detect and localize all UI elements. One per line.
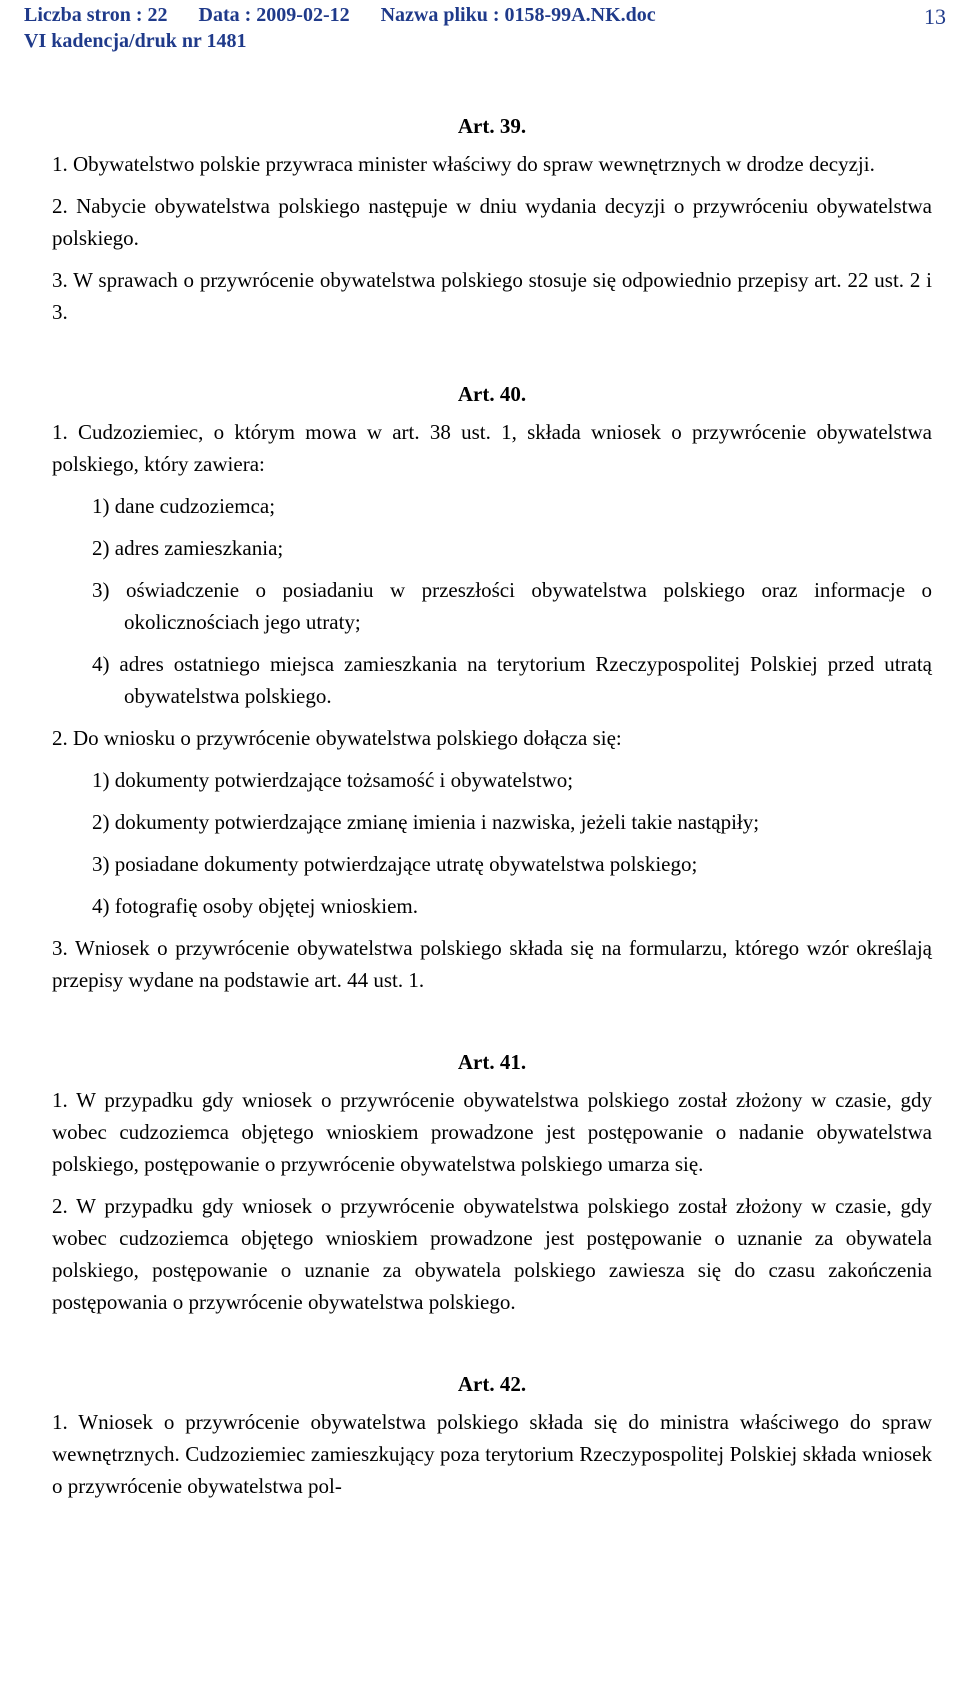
spacer xyxy=(52,338,932,378)
list-item: 1) dane cudzoziemca; xyxy=(92,494,276,518)
article-41-paragraph-2: 2. W przypadku gdy wniosek o przywrócenie obywatelstwa polskiego został złożony w czasie, gdy wobec cudzoziemca objętego wnioskiem prowadzone jest postępowanie o uznanie za obywatela polskiego, postępowanie o uznanie za obywatela polskiego zawiesza się do czasu zakończenia postępowania o przywrócenie obywatelstwa polskiego. xyxy=(52,1194,932,1314)
article-39-paragraph-1: 1. Obywatelstwo polskie przywraca minister właściwy do spraw wewnętrznych w drodze decyzji. xyxy=(52,152,875,176)
header-date: Data : 2009-02-12 xyxy=(198,4,350,26)
article-39-paragraph-2: 2. Nabycie obywatelstwa polskiego następuje w dniu wydania decyzji o przywróceniu obywatelstwa polskiego. xyxy=(52,194,932,250)
page-number: 13 xyxy=(924,4,946,29)
article-40-paragraph-2: 2. Do wniosku o przywrócenie obywatelstwa polskiego dołącza się: xyxy=(52,726,622,750)
header-filename: Nazwa pliku : 0158-99A.NK.doc xyxy=(380,4,656,26)
header-line-1 xyxy=(24,4,656,27)
list-item: 4) fotografię osoby objętej wnioskiem. xyxy=(92,894,419,918)
document-header xyxy=(0,0,960,58)
article-40-paragraph-1: 1. Cudzoziemiec, o którym mowa w art. 38 ust. 1, składa wniosek o przywrócenie obywatelstwa polskiego, który zawiera: xyxy=(52,420,932,476)
article-41-title: Art. 41. xyxy=(457,1050,527,1074)
header-page-count: Liczba stron : 22 xyxy=(24,4,168,26)
header-line-2: VI kadencja/druk nr 1481 xyxy=(24,30,247,52)
article-39-paragraph-3: 3. W sprawach o przywrócenie obywatelstwa polskiego stosuje się odpowiednio przepisy art. 22 ust. 2 i 3. xyxy=(52,268,932,324)
document-body xyxy=(52,110,932,1512)
list-item: 4) adres ostatniego miejsca zamieszkania na terytorium Rzeczypospolitej Polskiej przed utratą obywatelstwa polskiego. xyxy=(92,652,932,708)
article-40-paragraph-3: 3. Wniosek o przywrócenie obywatelstwa polskiego składa się na formularzu, którego wzór określają przepisy wydane na podstawie art. 44 ust. 1. xyxy=(52,936,932,992)
article-40-title: Art. 40. xyxy=(457,382,527,406)
list-item: 3) oświadczenie o posiadaniu w przeszłości obywatelstwa polskiego oraz informacje o okolicznościach jego utraty; xyxy=(92,578,932,634)
spacer xyxy=(52,1006,932,1046)
article-39-title: Art. 39. xyxy=(457,114,527,138)
article-42-title: Art. 42. xyxy=(457,1372,527,1396)
list-item: 2) dokumenty potwierdzające zmianę imienia i nazwiska, jeżeli takie nastąpiły; xyxy=(92,810,760,834)
list-item: 3) posiadane dokumenty potwierdzające utratę obywatelstwa polskiego; xyxy=(92,852,698,876)
list-item: 1) dokumenty potwierdzające tożsamość i obywatelstwo; xyxy=(92,768,574,792)
article-42-paragraph-1: 1. Wniosek o przywrócenie obywatelstwa polskiego składa się do ministra właściwego do spraw wewnętrznych. Cudzoziemiec zamieszkujący poza terytorium Rzeczypospolitej Polskiej składa wniosek o przywrócenie obywatelstwa pol- xyxy=(52,1410,932,1498)
article-41-paragraph-1: 1. W przypadku gdy wniosek o przywrócenie obywatelstwa polskiego został złożony w czasie, gdy wobec cudzoziemca objętego wnioskiem prowadzone jest postępowanie o nadanie obywatelstwa polskiego, postępowanie o przywrócenie obywatelstwa polskiego umarza się. xyxy=(52,1088,932,1176)
list-item: 2) adres zamieszkania; xyxy=(92,536,284,560)
spacer xyxy=(52,1328,932,1368)
